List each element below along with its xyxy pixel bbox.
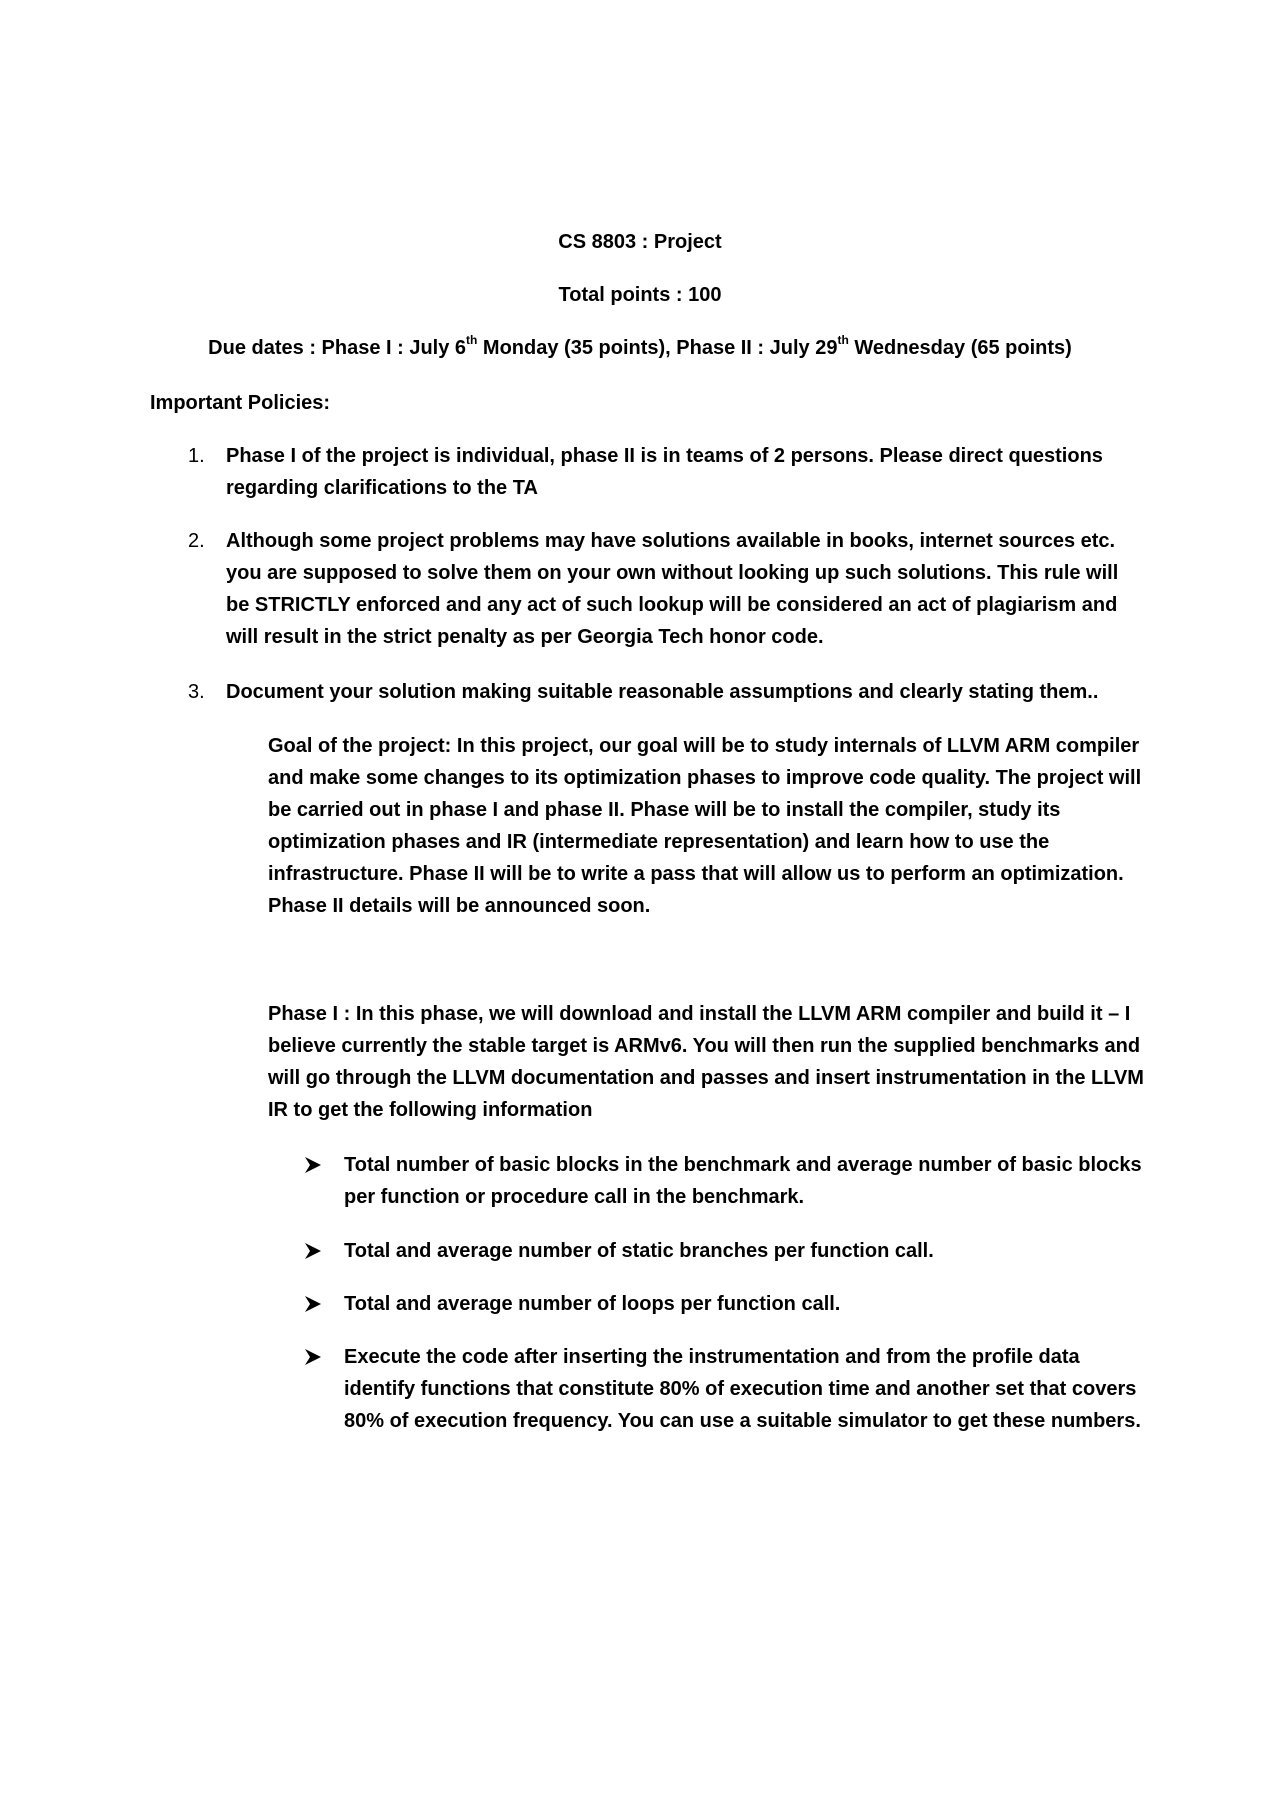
phase-one-paragraph: Phase I : In this phase, we will download and install the LLVM ARM compiler and build it – I believe currently the stable target is ARMv6. You will then run the supplied benchmarks and will go through the LLVM documentation and passes and insert instrumentation in the LLVM IR to get the following information: [268, 1003, 1144, 1121]
policy-text: Document your solution making suitable reasonable assumptions and clearly stating them..: [226, 681, 1099, 703]
arrowhead-bullet-icon: [304, 1156, 322, 1174]
policy-number: 1.: [188, 445, 205, 467]
bullet-text: Total and average number of static branches per function call.: [344, 1240, 934, 1262]
policy-number: 2.: [188, 530, 205, 552]
due-dates-part-1: Due dates : Phase I : July 6: [208, 337, 467, 359]
due-dates-part-2: Monday (35 points), Phase II : July 29: [477, 337, 838, 359]
total-points: Total points : 100: [558, 284, 722, 306]
policy-text: Phase I of the project is individual, phase II is in teams of 2 persons. Please direct questions regarding clarifications to the TA: [226, 445, 1103, 499]
project-goal-paragraph: Goal of the project: In this project, our goal will be to study internals of LLVM ARM compiler and make some changes to its optimization phases to improve code quality. The project will be carried out in phase I and phase II. Phase will be to install the compiler, study its optimization phases and IR (intermediate representation) and learn how to use the infrastructure. Phase II will be to write a pass that will allow us to perform an optimization. Phase II details will be announced soon.: [268, 735, 1142, 917]
due-dates: [0, 334, 1280, 362]
due-dates-superscript-2: th: [837, 333, 849, 348]
due-dates-superscript-1: th: [466, 333, 478, 348]
policies-heading: Important Policies:: [150, 392, 331, 414]
document-title: CS 8803 : Project: [558, 231, 722, 253]
bullet-text: Total number of basic blocks in the benchmark and average number of basic blocks per function or procedure call in the benchmark.: [344, 1154, 1142, 1208]
due-dates-part-3: Wednesday (65 points): [848, 337, 1072, 359]
bullet-text: Total and average number of loops per function call.: [344, 1293, 841, 1315]
arrowhead-bullet-icon: [304, 1242, 322, 1260]
arrowhead-bullet-icon: [304, 1295, 322, 1313]
arrowhead-bullet-icon: [304, 1348, 322, 1366]
bullet-text: Execute the code after inserting the instrumentation and from the profile data identify functions that constitute 80% of execution time and another set that covers 80% of execution frequency. You can use a suitable simulator to get these numbers.: [344, 1346, 1141, 1432]
policy-number: 3.: [188, 681, 205, 703]
policy-text: Although some project problems may have solutions available in books, internet sources etc. you are supposed to solve them on your own without looking up such solutions. This rule will be STRICTLY enforced and any act of such lookup will be considered an act of plagiarism and will result in the strict penalty as per Georgia Tech honor code.: [226, 530, 1119, 648]
